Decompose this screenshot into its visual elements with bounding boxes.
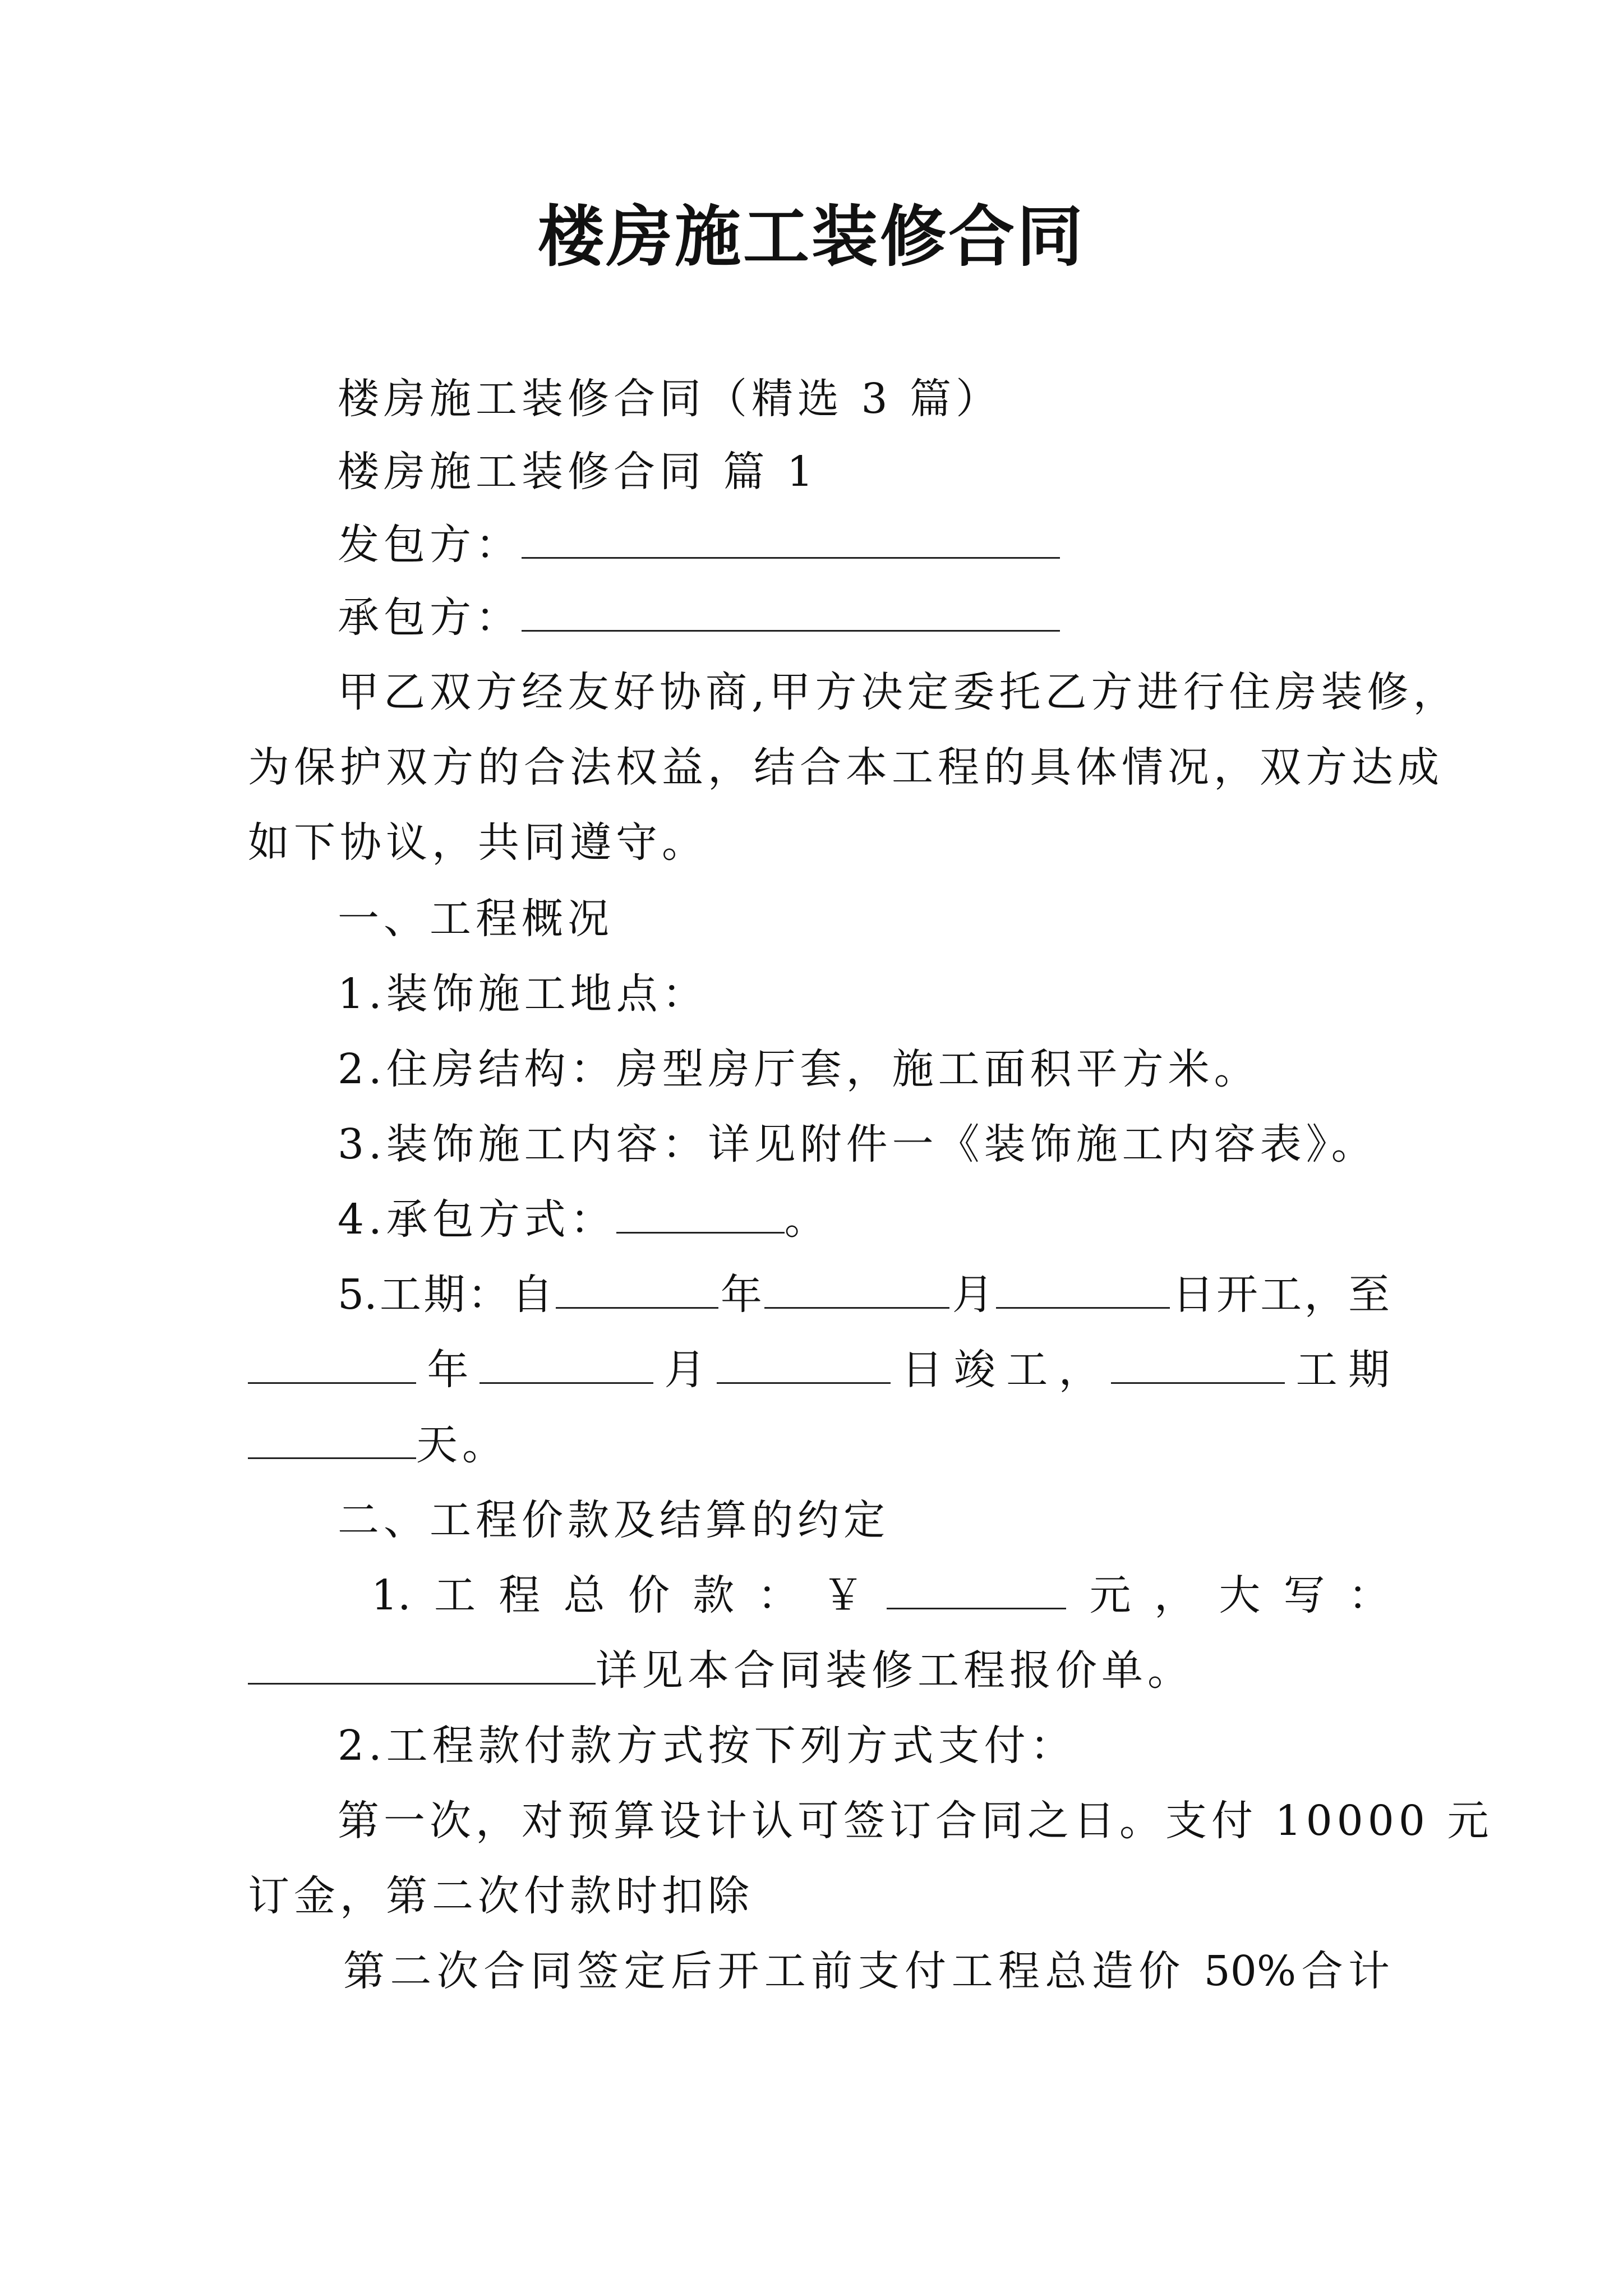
contract-method-label: 4.承包方式： [338,1195,616,1244]
start-year-blank[interactable] [556,1272,718,1309]
start-month-label: 月 [949,1271,997,1319]
item-period-line-1 [338,1267,1390,1323]
duration-label: 工期 [1285,1346,1390,1394]
page-title: 楼房施工装修合同 [537,197,1085,275]
end-day-blank[interactable] [717,1347,891,1384]
payment-first-line-2: 订金，第二次付款时扣除 [248,1872,754,1920]
party-b-blank[interactable] [522,595,1060,632]
heading-price: 二、工程价款及结算的约定 [338,1496,889,1544]
days-blank[interactable] [248,1423,416,1459]
end-year-blank[interactable] [248,1347,416,1384]
party-b-line [338,590,1390,646]
price-words-label: 元，大写： [1066,1571,1390,1619]
end-month-blank[interactable] [479,1347,653,1384]
intro-line-2: 为保护双方的合法权益，结合本工程的具体情况，双方达成 [248,743,1444,792]
payment-second-line: 第二次合同签定后开工前支付工程总造价 50%合计 [343,1947,1390,1995]
heading-overview: 一、工程概况 [338,895,614,943]
item-structure: 2.住房结构：房型房厅套，施工面积平方米。 [338,1045,1260,1093]
price-detail: 详见本合同装修工程报价单。 [596,1646,1193,1695]
duration-blank[interactable] [1111,1347,1285,1384]
start-year-label: 年 [718,1271,765,1319]
end-day-label: 日竣工， [890,1346,1112,1394]
period-label: 5.工期：自 [338,1271,556,1319]
start-day-blank[interactable] [996,1272,1170,1309]
intro-line-1: 甲乙双方经友好协商,甲方决定委托乙方进行住房装修， [338,668,1459,716]
item-period-line-2 [248,1342,1390,1398]
intro-line-3: 如下协议，共同遵守。 [248,818,708,867]
payment-first-line-1: 第一次，对预算设计认可签订合同之日。支付 10000 元 [338,1797,1493,1845]
section-heading: 楼房施工装修合同 篇 1 [338,448,818,496]
end-year-label: 年 [416,1346,479,1394]
start-month-blank[interactable] [764,1272,949,1309]
price-words-blank[interactable] [248,1648,596,1685]
party-a-line [338,517,1390,573]
end-month-label: 月 [653,1346,717,1394]
party-b-label: 承包方： [338,593,522,642]
start-day-label: 日开工，至 [1170,1271,1390,1319]
party-a-blank[interactable] [522,522,1060,559]
price-line-2 [248,1642,1390,1699]
price-amount-blank[interactable] [887,1573,1066,1609]
price-label: 1.工程总价款：￥ [371,1571,887,1619]
item-location: 1.装饰施工地点： [338,970,708,1018]
subtitle: 楼房施工装修合同（精选 3 篇） [338,375,1002,423]
item-period-line-3 [248,1417,1390,1473]
party-a-label: 发包方： [338,521,522,569]
days-label: 天。 [416,1421,508,1469]
contract-method-blank[interactable] [616,1197,785,1234]
payment-method: 2.工程款付款方式按下列方式支付： [338,1722,1076,1770]
item-content: 3.装饰施工内容：详见附件一《装饰施工内容表》。 [338,1120,1377,1168]
contract-method-end: 。 [784,1195,831,1244]
price-line-1 [371,1567,1390,1623]
item-contract-method [338,1191,1390,1248]
